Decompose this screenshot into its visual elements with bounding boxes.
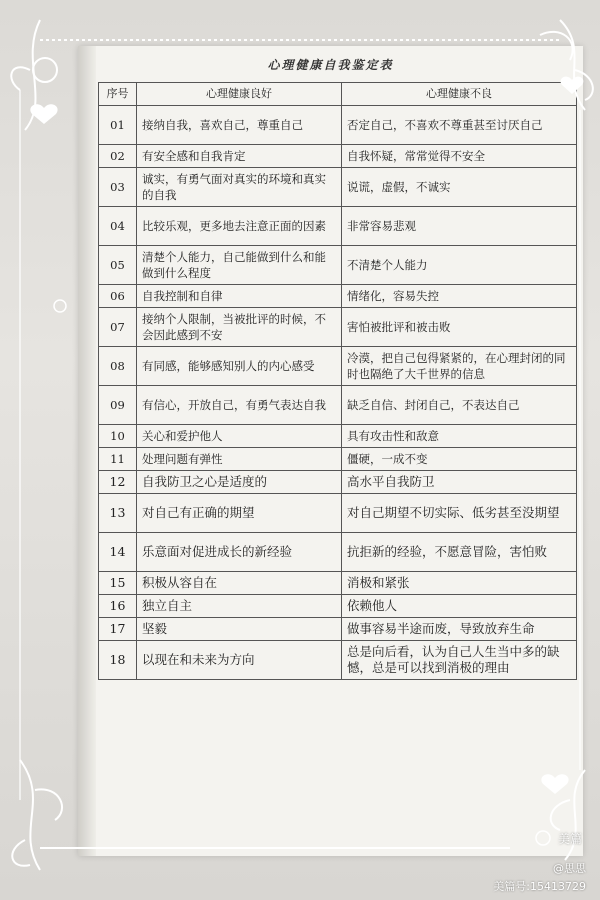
good-trait: 以现在和未来为方向	[137, 641, 342, 680]
good-trait: 乐意面对促进成长的新经验	[137, 533, 342, 572]
row-number: 17	[99, 618, 137, 641]
meipian-logo-icon	[536, 831, 550, 845]
bad-trait: 依赖他人	[342, 595, 577, 618]
page-title: 心理健康自我鉴定表	[267, 58, 394, 72]
bad-trait: 害怕被批评和被击败	[342, 308, 577, 347]
good-trait: 接纳个人限制，当被批评的时候，不会因此感到不安	[137, 308, 342, 347]
watermark-author: @思思	[553, 862, 586, 875]
bad-trait: 自我怀疑，常常觉得不安全	[342, 145, 577, 168]
bad-trait: 情绪化，容易失控	[342, 285, 577, 308]
good-trait: 诚实，有勇气面对真实的环境和真实的自我	[137, 168, 342, 207]
good-trait: 清楚个人能力，自己能做到什么和能做到什么程度	[137, 246, 342, 285]
good-trait: 有安全感和自我肯定	[137, 145, 342, 168]
row-number: 14	[99, 533, 137, 572]
row-number: 11	[99, 448, 137, 471]
good-trait: 对自己有正确的期望	[137, 494, 342, 533]
good-trait: 比较乐观，更多地去注意正面的因素	[137, 207, 342, 246]
bad-trait: 冷漠，把自己包得紧紧的，在心理封闭的同时也隔绝了大千世界的信息	[342, 347, 577, 386]
bad-trait: 非常容易悲观	[342, 207, 577, 246]
header-bad: 心理健康不良	[342, 83, 577, 106]
bad-trait: 不清楚个人能力	[342, 246, 577, 285]
bad-trait: 否定自己，不喜欢不尊重甚至讨厌自己	[342, 106, 577, 145]
good-trait: 积极从容自在	[137, 572, 342, 595]
row-number: 12	[99, 471, 137, 494]
bad-trait: 说谎，虚假，不诚实	[342, 168, 577, 207]
good-trait: 坚毅	[137, 618, 342, 641]
good-trait: 有同感，能够感知别人的内心感受	[137, 347, 342, 386]
bad-trait: 总是向后看，认为自己人生当中多的缺憾，总是可以找到消极的理由	[342, 641, 577, 680]
row-number: 04	[99, 207, 137, 246]
top-left-heart-icon	[30, 104, 57, 124]
good-trait: 接纳自我，喜欢自己，尊重自己	[137, 106, 342, 145]
good-trait: 独立自主	[137, 595, 342, 618]
good-trait: 自我控制和自律	[137, 285, 342, 308]
row-number: 16	[99, 595, 137, 618]
bad-trait: 消极和紧张	[342, 572, 577, 595]
bad-trait: 高水平自我防卫	[342, 471, 577, 494]
row-number: 10	[99, 425, 137, 448]
bad-trait: 缺乏自信、封闭自己，不表达自己	[342, 386, 577, 425]
row-number: 13	[99, 494, 137, 533]
top-right-heart-icon	[561, 77, 584, 94]
bad-trait: 抗拒新的经验，不愿意冒险，害怕败	[342, 533, 577, 572]
row-number: 18	[99, 641, 137, 680]
row-number: 06	[99, 285, 137, 308]
good-trait: 处理问题有弹性	[137, 448, 342, 471]
row-number: 03	[99, 168, 137, 207]
good-trait: 关心和爱护他人	[137, 425, 342, 448]
header-number: 序号	[99, 83, 137, 106]
row-number: 08	[99, 347, 137, 386]
bad-trait: 对自己期望不切实际、低劣甚至没期望	[342, 494, 577, 533]
page-clip-icon	[54, 300, 66, 312]
row-number: 05	[99, 246, 137, 285]
row-number: 02	[99, 145, 137, 168]
bad-trait: 僵硬，一成不变	[342, 448, 577, 471]
good-trait: 自我防卫之心是适度的	[137, 471, 342, 494]
good-trait: 有信心，开放自己，有勇气表达自我	[137, 386, 342, 425]
bad-trait: 具有攻击性和敌意	[342, 425, 577, 448]
watermark-account: 美篇号:15413729	[493, 880, 586, 893]
top-right-vine-icon	[540, 20, 593, 110]
row-number: 09	[99, 386, 137, 425]
header-good: 心理健康良好	[137, 83, 342, 106]
row-number: 15	[99, 572, 137, 595]
row-number: 07	[99, 308, 137, 347]
bottom-right-heart-icon	[541, 774, 568, 794]
row-number: 01	[99, 106, 137, 145]
watermark-brand: 美篇	[557, 832, 582, 846]
bad-trait: 做事容易半途而废，导致放弃生命	[342, 618, 577, 641]
